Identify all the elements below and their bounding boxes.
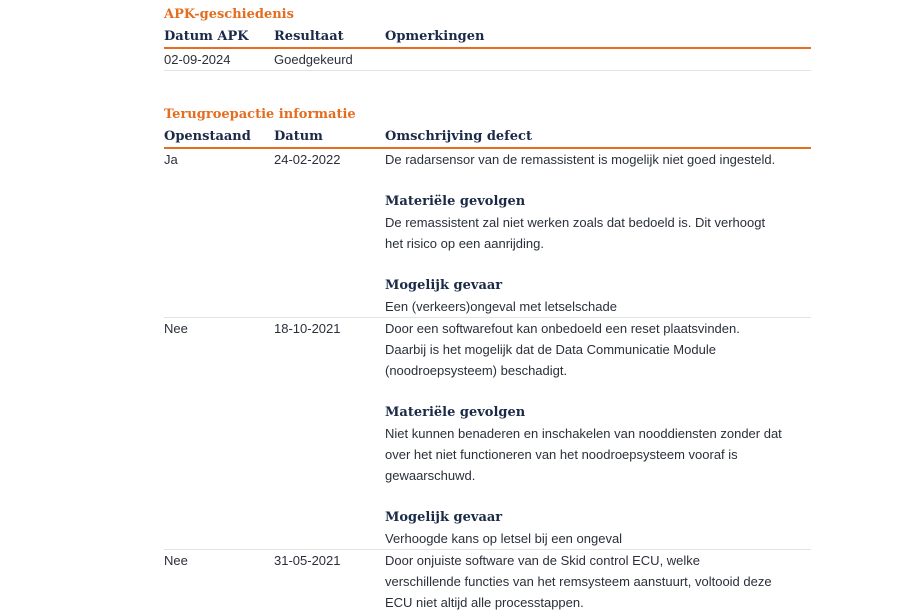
gevaar-label: Mogelijk gevaar [385,510,503,525]
recall-info-title: Terugroepactie informatie [164,107,356,122]
gevolgen-text: over het niet functioneren van het noodroepsysteem vooraf is [385,447,738,462]
open-status-cell: Nee [164,321,188,336]
recall-date-cell: 31-05-2021 [274,553,341,568]
table-row [164,550,811,613]
header-omschrijving-defect: Omschrijving defect [385,129,532,144]
table-row [164,318,811,550]
apk-date-cell: 02-09-2024 [164,52,231,67]
defect-text: (noodroepsysteem) beschadigt. [385,363,568,378]
header-datum-apk: Datum APK [164,29,249,44]
defect-text: Door onjuiste software van de Skid control ECU, welke [385,553,701,568]
table-row [164,149,811,318]
defect-text: Door een softwarefout kan onbedoeld een reset plaatsvinden. [385,321,740,336]
open-status-cell: Nee [164,553,188,568]
gevolgen-text: De remassistent zal niet werken zoals dat bedoeld is. Dit verhoogt [385,215,766,230]
defect-description-cell [385,550,811,613]
gevaar-label: Mogelijk gevaar [385,278,503,293]
gevolgen-text: het risico op een aanrijding. [385,236,544,251]
header-opmerkingen: Opmerkingen [385,29,485,44]
defect-text: ECU niet altijd alle processtappen. [385,595,584,610]
gevolgen-label: Materiële gevolgen [385,405,526,420]
recall-table-header [164,127,811,149]
defect-text: De radarsensor van de remassistent is mogelijk niet goed ingesteld. [385,152,776,167]
open-status-cell: Ja [164,152,178,167]
gevolgen-text: Niet kunnen benaderen en inschakelen van nooddiensten zonder dat [385,426,782,441]
gevaar-text: Een (verkeers)ongeval met letselschade [385,299,617,314]
recall-table [164,127,811,613]
defect-description-cell [385,149,811,317]
apk-remarks-cell [385,49,811,70]
defect-text: verschillende functies van het remsysteem aanstuurt, voltooid deze [385,574,772,589]
apk-history-title: APK-geschiedenis [164,7,294,22]
gevolgen-label: Materiële gevolgen [385,194,526,209]
defect-text: Daarbij is het mogelijk dat de Data Communicatie Module [385,342,716,357]
apk-table-header [164,27,811,49]
gevaar-text: Verhoogde kans op letsel bij een ongeval [385,531,623,546]
defect-description-cell [385,318,811,549]
apk-history-table [164,27,811,71]
recall-date-cell: 18-10-2021 [274,321,341,336]
recall-date-cell: 24-02-2022 [274,152,341,167]
header-openstaand: Openstaand [164,129,251,144]
gevolgen-text: gewaarschuwd. [385,468,476,483]
apk-result-cell: Goedgekeurd [274,52,353,67]
header-datum: Datum [274,129,323,144]
table-row [164,49,811,71]
header-resultaat: Resultaat [274,29,344,44]
